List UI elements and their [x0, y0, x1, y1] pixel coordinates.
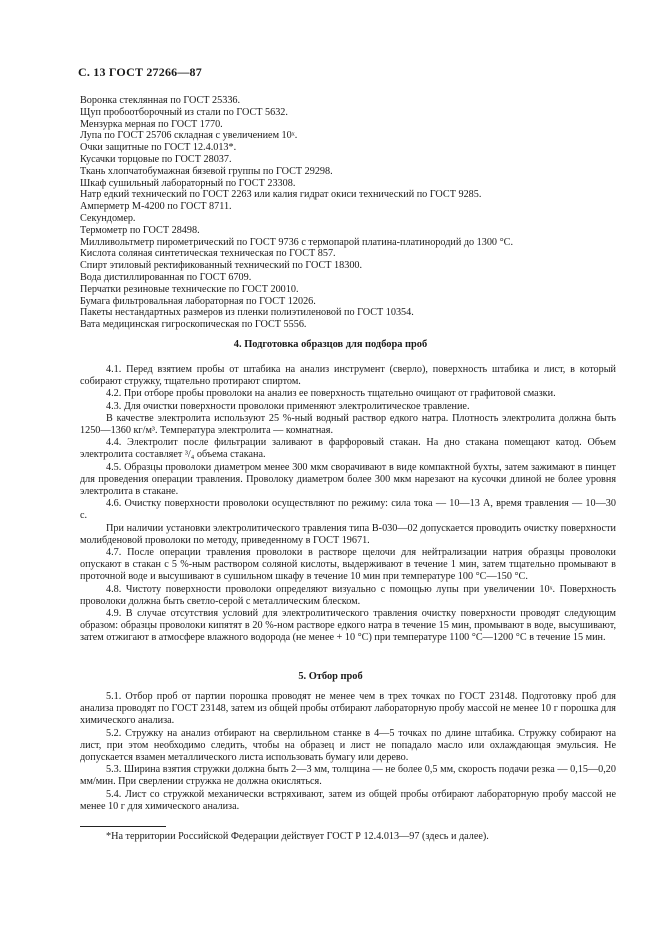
paragraph: 4.4. Электролит после фильтрации заливают в фарфоровый стакан. На дно стакана помещают катод. Объем электролита составляет ³/₄ объема стакана.: [80, 437, 616, 461]
paragraph: В качестве электролита используют 25 %-ный водный раствор едкого натра. Плотность электролита должна быть 1250—1360 кг/м³. Температура электролита — комнатная.: [80, 412, 616, 437]
paragraph: 4.9. В случае отсутствия условий для электролитического травления очистку поверхности проводят следующим образом: образцы проволоки кипятят в 20 %-ном растворе едкого натра в течение 15 мин, промывают в воде, высушивают, затем отжигают в атмосфере влажного водорода (не менее + 10 °С) при температуре 1100 °С—1200 °С в течение 15 мин.: [80, 608, 616, 644]
section-4-heading: 4. Подготовка образцов для подбора проб: [233, 339, 428, 350]
list-item: Бумага фильтровальная лабораторная по ГОСТ 12026.: [80, 295, 316, 307]
list-item: Мензурка мерная по ГОСТ 1770.: [80, 118, 223, 130]
paragraph: 4.3. Для очистки поверхности проволоки применяют электролитическое травление.: [106, 400, 470, 412]
paragraph: 5.4. Лист со стружкой механически встряхивают, затем из общей пробы отбирают лабораторную пробу массой не менее 10 г для химического анализа.: [80, 788, 616, 812]
paragraph: 5.3. Ширина взятия стружки должна быть 2—3 мм, толщина — не более 0,5 мм, скорость подачи резка — 0,15—0,20 мм/мин. При сверлении стружка не должна окисляться.: [80, 764, 616, 788]
list-item: Щуп пробоотборочный из стали по ГОСТ 5632.: [80, 106, 288, 118]
paragraph: 4.6. Очистку поверхности проволоки осуществляют по режиму: сила тока — 10—13 А, время травления — 10—30 с.: [80, 498, 616, 522]
list-item: Вата медицинская гигроскопическая по ГОСТ 5556.: [80, 319, 307, 331]
list-item: Ткань хлопчатобумажная бязевой группы по ГОСТ 29298.: [80, 165, 333, 177]
paragraph: При наличии установки электролитического травления типа В-030—02 допускается проводить очистку поверхности молибденовой проволоки по методу, приведенному в ГОСТ 19671.: [80, 522, 616, 546]
footnote-divider: [80, 826, 166, 827]
list-item: Шкаф сушильный лабораторный по ГОСТ 23308.: [80, 177, 296, 189]
list-item: Натр едкий технический по ГОСТ 2263 или калия гидрат окиси технический по ГОСТ 9285.: [80, 189, 482, 201]
section-5-heading: 5. Отбор проб: [298, 671, 363, 682]
paragraph: 4.2. При отборе пробы проволоки на анализ ее поверхность тщательно очищают от графитовой смазки.: [106, 388, 556, 400]
list-item: Кусачки торцовые по ГОСТ 28037.: [80, 153, 232, 165]
list-item: Спирт этиловый ректификованный технический по ГОСТ 18300.: [80, 260, 363, 272]
list-item: Термометр по ГОСТ 28498.: [80, 224, 200, 236]
footnote: *На территории Российской Федерации действует ГОСТ Р 12.4.013—97 (здесь и далее).: [106, 831, 489, 842]
paragraph: 5.1. Отбор проб от партии порошка проводят не менее чем в трех точках по ГОСТ 23148. Подготовку проб для анализа проводят по ГОСТ 23148, затем из общей пробы отбирают лабораторную пробу массой не менее 10 г порошка для химического анализа.: [80, 691, 616, 727]
list-item: Кислота соляная синтетическая техническая по ГОСТ 857.: [80, 248, 336, 260]
paragraph: 4.7. После операции травления проволоки в растворе щелочи для нейтрализации натрия образцы проволоки опускают в стакан с 5 %-ным раствором соляной кислоты, выдерживают в течение 1 мин, затем тщательно промывают в проточной воде и высушивают в сушильном шкафу в течение 10 мин при температуре 100 °С—150 °С.: [80, 547, 616, 583]
section-5-body: [80, 691, 616, 813]
paragraph: 4.8. Чистоту поверхности проволоки определяют визуально с помощью лупы при увеличении 10ˣ. Поверхность проволоки должна быть светло-серой с металлическим блеском.: [80, 583, 616, 607]
list-item: Вода дистиллированная по ГОСТ 6709.: [80, 271, 252, 283]
list-item: Лупа по ГОСТ 25706 складная с увеличением 10ˣ.: [80, 130, 298, 142]
paragraph: 4.1. Перед взятием пробы от штабика на анализ инструмент (сверло), поверхность штабика и лист, в который собирают стружку, тщательно протирают спиртом.: [80, 364, 616, 388]
page-header: С. 13 ГОСТ 27266—87: [78, 65, 202, 79]
paragraph: 4.5. Образцы проволоки диаметром менее 300 мкм сворачивают в виде компактной бухты, затем зажимают в пинцет для проведения операции травления. Проволоку диаметром более 300 мкм нарезают на кусочки длиной не более уровня электролита в стакане.: [80, 461, 616, 498]
list-item: Секундомер.: [80, 212, 136, 224]
list-item: Перчатки резиновые технические по ГОСТ 20010.: [80, 283, 299, 295]
paragraph: 5.2. Стружку на анализ отбирают на сверлильном станке в 4—5 точках по длине штабика. Стружку собирают на лист, при этом необходимо следить, чтобы на образец и лист не попадало масло или охлаждающая эмульсия. Не допускается взамен металлического листа использовать бумагу или дерево.: [80, 727, 616, 764]
list-item: Амперметр М-4200 по ГОСТ 8711.: [80, 201, 232, 213]
list-item: Очки защитные по ГОСТ 12.4.013*.: [80, 142, 237, 154]
equipment-list: [80, 95, 600, 331]
list-item: Милливольтметр пирометрический по ГОСТ 9736 с термопарой платина-платинородий до 1300 °С.: [80, 236, 513, 248]
section-4-body: [80, 364, 616, 645]
list-item: Воронка стеклянная по ГОСТ 25336.: [80, 95, 241, 106]
list-item: Пакеты нестандартных размеров из пленки полиэтиленовой по ГОСТ 10354.: [80, 307, 414, 319]
